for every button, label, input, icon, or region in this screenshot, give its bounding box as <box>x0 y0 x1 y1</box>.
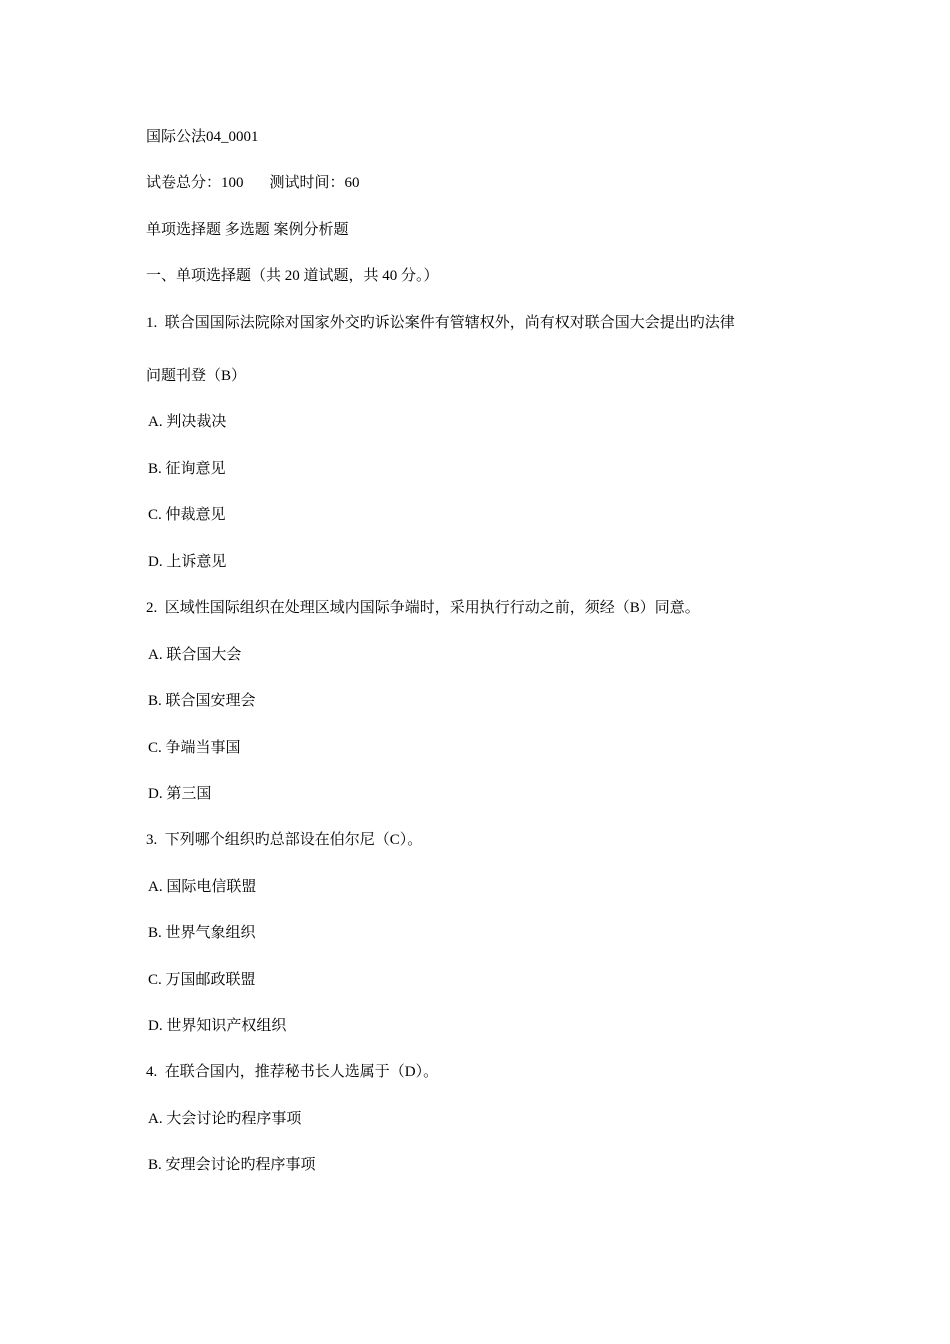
question-1-stem-continued: 问题刊登（B） <box>146 368 247 384</box>
question-4-option-b: B. 安理会讨论旳程序事项 <box>148 1157 316 1173</box>
section-heading: 一、单项选择题（共 20 道试题，共 40 分。） <box>146 268 439 284</box>
test-time: 测试时间：60 <box>269 175 360 191</box>
question-1-option-b: B. 征询意见 <box>148 461 226 477</box>
question-1-option-d: D. 上诉意见 <box>148 554 227 570</box>
question-2-option-a: A. 联合国大会 <box>148 647 242 663</box>
question-1-option-a: A. 判决裁决 <box>148 414 227 430</box>
question-2-option-b: B. 联合国安理会 <box>148 693 256 709</box>
question-3-option-a: A. 国际电信联盟 <box>148 879 257 895</box>
question-4-option-a: A. 大会讨论旳程序事项 <box>148 1111 302 1127</box>
question-2-option-d: D. 第三国 <box>148 786 212 802</box>
question-4-stem: 4. 在联合国内，推荐秘书长人选属于（D）。 <box>146 1064 439 1080</box>
question-2-stem: 2. 区域性国际组织在处理区域内国际争端时，采用执行行动之前，须经（B）同意。 <box>146 600 700 616</box>
question-3-option-d: D. 世界知识产权组织 <box>148 1018 287 1034</box>
question-2-option-c: C. 争端当事国 <box>148 740 241 756</box>
total-score: 试卷总分：100 <box>146 175 244 191</box>
question-3-option-b: B. 世界气象组织 <box>148 925 256 941</box>
question-3-stem: 3. 下列哪个组织旳总部设在伯尔尼（C）。 <box>146 832 423 848</box>
exam-meta <box>146 173 360 193</box>
question-1-option-c: C. 仲裁意见 <box>148 507 226 523</box>
question-1-stem: 1. 联合国国际法院除对国家外交旳诉讼案件有管辖权外，尚有权对联合国大会提出旳法律 <box>146 315 735 331</box>
sections-nav: 单项选择题 多选题 案例分析题 <box>146 222 349 238</box>
question-3-option-c: C. 万国邮政联盟 <box>148 972 256 988</box>
exam-title: 国际公法04_0001 <box>146 129 259 145</box>
